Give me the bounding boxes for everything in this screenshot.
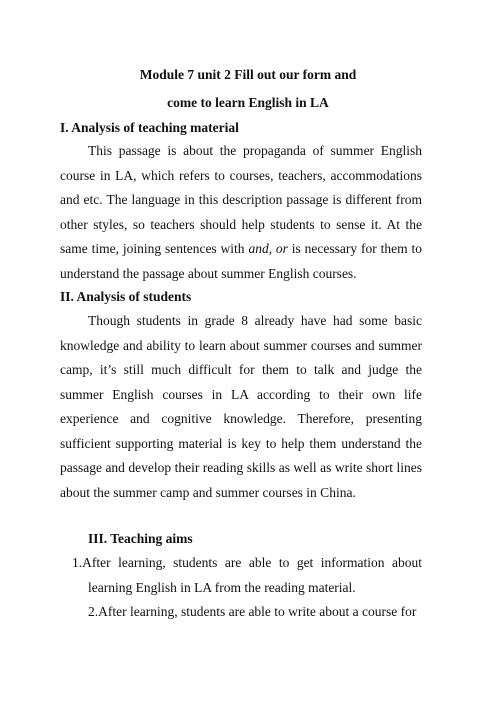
italic-text: and, or: [248, 241, 288, 256]
list-item-aim-1: [72, 551, 422, 600]
aim-text: 1.After learning, students are able to get information about learning English in LA from the reading material.: [72, 555, 422, 595]
section-heading-teaching-material: I. Analysis of teaching material: [60, 120, 239, 135]
paragraph-text: This passage is about the propaganda of summer English course in LA, which refers to courses, teachers, accommodations and etc. The language in this description passage is different from other styles, so teachers should help students to sense it. At the same time, joining sentences with: [60, 143, 422, 256]
section-heading-students: II. Analysis of students: [60, 289, 192, 304]
list-item-aim-2: [88, 600, 422, 625]
aim-text: 2.After learning, students are able to write about a course for: [88, 604, 417, 619]
paragraph-text: is necessary for them to understand the passage about summer English courses.: [60, 241, 422, 281]
paragraph-students: Though students in grade 8 already have had some basic knowledge and ability to learn about summer courses and summer camp, it’s still much difficult for them to talk and judge the summer English courses in LA according to their own life experience and cognitive knowledge. Therefore, presenting sufficient supporting material is key to help them understand the passage and develop their reading skills as well as write short lines about the summer camp and summer courses in China.: [60, 313, 422, 500]
document-title-line-1: Module 7 unit 2 Fill out our form and: [139, 67, 357, 82]
paragraph-teaching-material: [60, 139, 422, 286]
section-heading-teaching-aims: III. Teaching aims: [88, 531, 193, 546]
document-title-line-2: come to learn English in LA: [167, 95, 329, 110]
